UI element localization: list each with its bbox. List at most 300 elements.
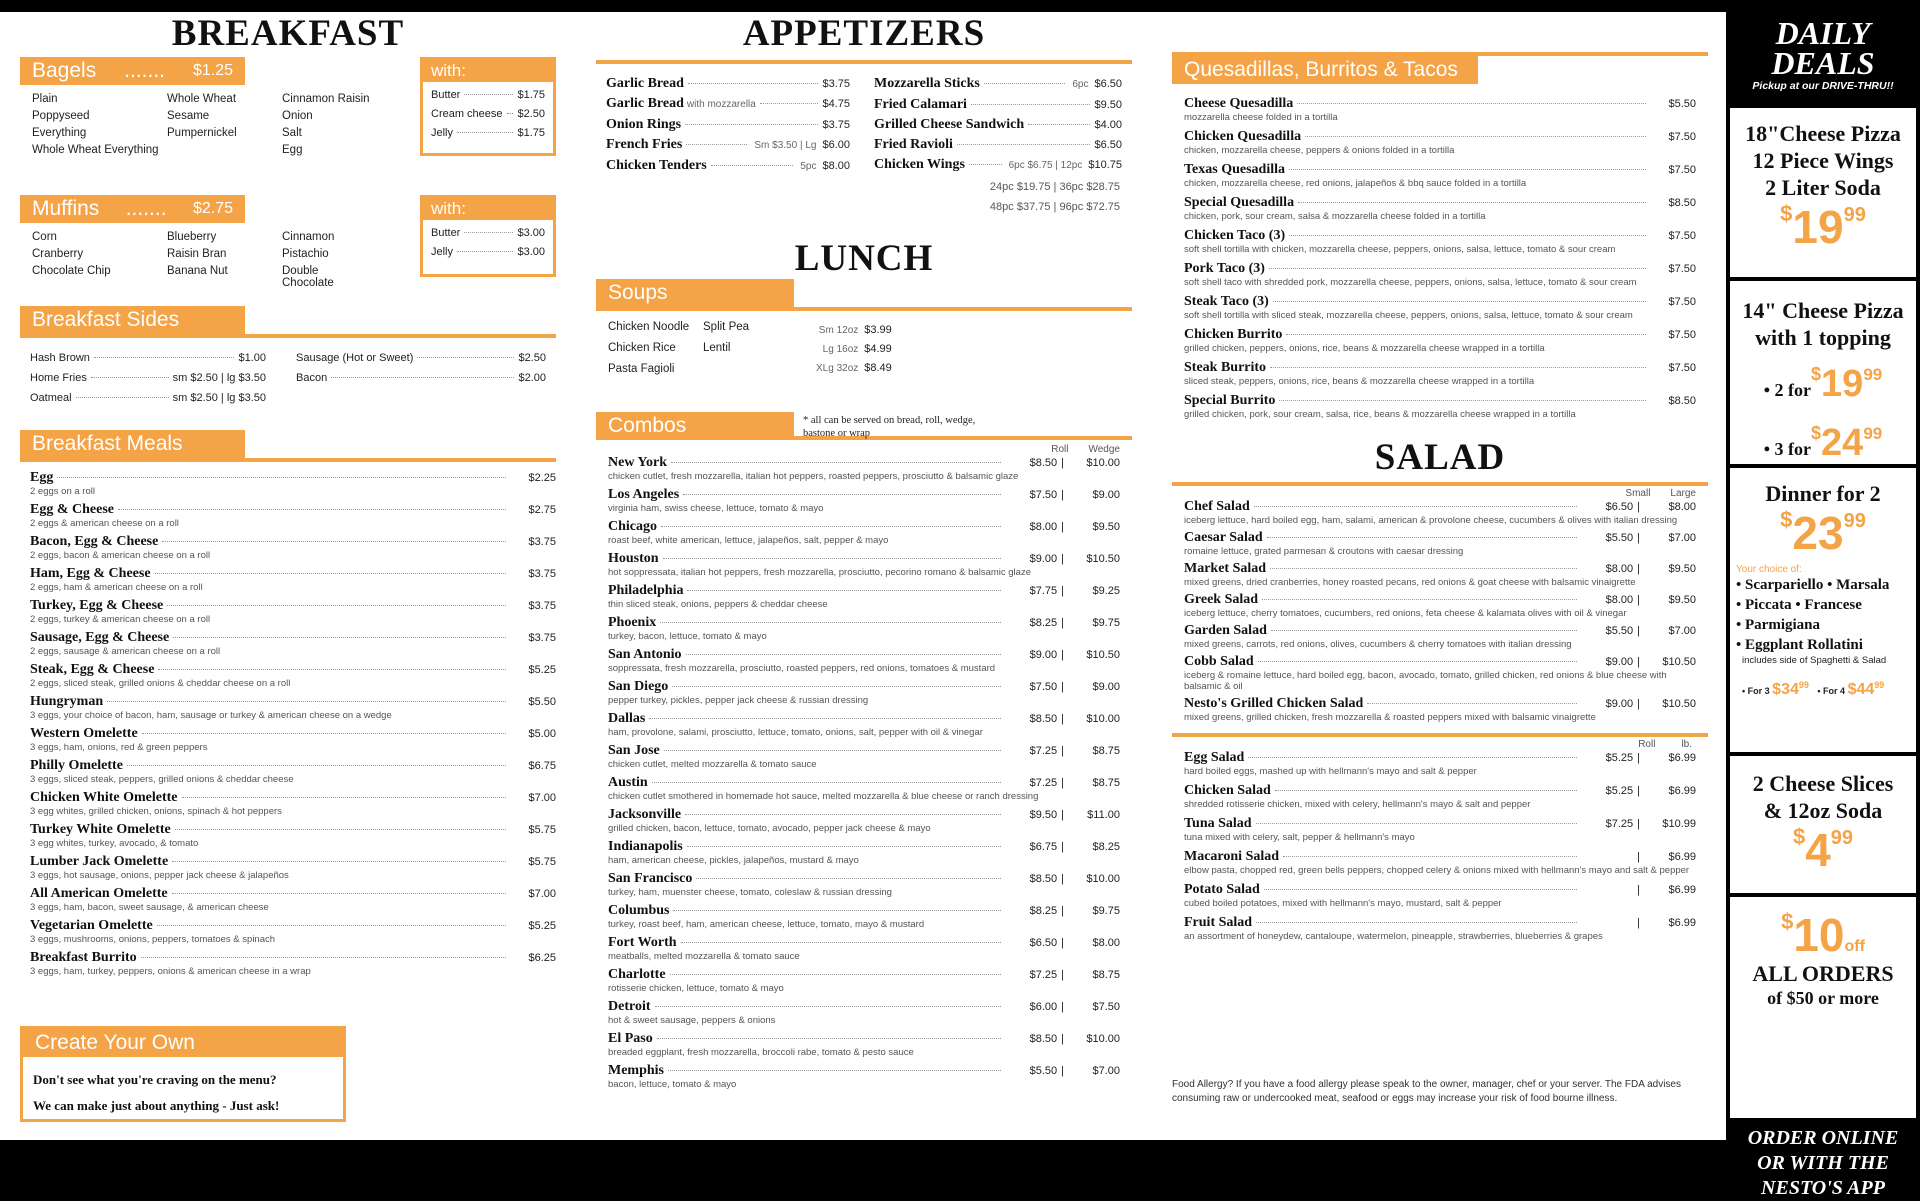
menu-item-price-lb: $6.99 (1668, 752, 1696, 764)
salad-list (1172, 499, 1708, 723)
appetizer-name: Chicken Tenders (606, 158, 707, 173)
dots-leader (664, 750, 1001, 751)
dots-leader (663, 558, 1002, 559)
menu-item-price-small: $8.00 (1605, 563, 1634, 575)
menu-item-desc: chicken, mozzarella cheese, red onions, jalapeños & bbq sauce folded in a tortilla (1184, 178, 1527, 189)
menu-item-price-price: $5.00 (528, 728, 556, 740)
menu-item (30, 502, 556, 529)
menu-item (608, 775, 1120, 802)
menu-item (1184, 592, 1696, 619)
menu-item-desc: chicken cutlet smothered in homemade hot sauce, melted mozzarella & blue cheese or ranch dressing (608, 791, 1039, 802)
menu-item-name: Cheese Quesadilla (1184, 96, 1294, 111)
menu-item-price-price: $7.50 (1668, 131, 1696, 143)
dots-leader (984, 83, 1065, 84)
menu-item-desc: chicken, mozzarella cheese, peppers & onions folded in a tortilla (1184, 145, 1455, 156)
menu-item-row (1184, 882, 1696, 898)
menu-item (1184, 228, 1696, 255)
soup-item: Split Pea (703, 321, 750, 333)
menu-item-desc: roast beef, white american, lettuce, jalapeños, salt, pepper & mayo (608, 535, 889, 546)
menu-item-row (30, 758, 556, 774)
price-separator: | (1061, 521, 1064, 533)
side-item-name: Oatmeal (30, 392, 72, 404)
menu-item-name: Hungryman (30, 694, 104, 709)
price-separator: | (1637, 563, 1640, 575)
menu-item-row (1184, 849, 1696, 865)
menu-item-price-wedge: $8.75 (1092, 969, 1120, 981)
dots-leader (158, 669, 506, 670)
side-item-price: $2.50 (518, 352, 546, 364)
menu-item-row (608, 487, 1120, 503)
menu-item-name: Los Angeles (608, 487, 680, 502)
menu-item-price-large: $10.50 (1662, 656, 1696, 668)
muffins-list (32, 231, 372, 289)
menu-item-row (1184, 816, 1696, 832)
menu-item-price-large: $9.50 (1668, 594, 1696, 606)
dots-leader (1289, 235, 1646, 236)
menu-item-desc: 2 eggs, sausage & american cheese on a roll (30, 646, 221, 657)
menu-item-row (1184, 592, 1696, 608)
menu-item-price-roll: $6.50 (1029, 937, 1058, 949)
menu-item (608, 743, 1120, 770)
menu-item-row (30, 950, 556, 966)
dots-leader (971, 104, 1091, 105)
menu-item-row (608, 455, 1120, 471)
bagel-item: Salt (282, 127, 302, 139)
menu-item-name: Special Quesadilla (1184, 195, 1295, 210)
menu-item-price-roll: $7.75 (1029, 585, 1058, 597)
menu-item-row (30, 662, 556, 678)
menu-item-desc: breaded eggplant, fresh mozzarella, broccoli rabe, tomato & pesto sauce (608, 1047, 914, 1058)
bagels-with-box: with: Butter $1.75 Cream cheese $2.50 Jelly $1.75 (420, 57, 556, 156)
menu-item-price-wedge: $10.00 (1086, 873, 1120, 885)
menu-item-price-roll: $5.25 (1605, 785, 1634, 797)
menu-item-row (30, 854, 556, 870)
menu-item-price-wedge: $9.25 (1092, 585, 1120, 597)
menu-item-desc: soppressata, fresh mozzarella, prosciutto, roasted peppers, red onions, tomatoes & mustard (608, 663, 996, 674)
menu-item-price-wedge: $10.50 (1086, 553, 1120, 565)
with-item-name: Butter (431, 227, 461, 239)
menu-item-row (30, 918, 556, 934)
menu-item-desc: hard boiled eggs, mashed up with hellmann's mayo and salt & pepper (1184, 766, 1477, 777)
menu-item (30, 598, 556, 625)
menu-item-name: Sausage, Egg & Cheese (30, 630, 170, 645)
with-item-row (431, 105, 545, 124)
menu-item-row (1184, 228, 1696, 244)
price-separator: | (1637, 625, 1640, 637)
menu-item-price-price: $3.75 (528, 568, 556, 580)
appetizer-name: Onion Rings (606, 117, 682, 132)
soup-size: XLg 32oz (816, 363, 859, 374)
appetizer-price: $6.50 (1094, 78, 1122, 90)
dots-leader (687, 846, 1001, 847)
dots-leader (1267, 537, 1577, 538)
price-separator: | (1061, 553, 1064, 565)
menu-item-desc: chicken cutlet, melted mozzarella & tomato sauce (608, 759, 817, 770)
menu-item-row (1184, 96, 1696, 112)
menu-item (608, 967, 1120, 994)
dots-leader (94, 357, 235, 358)
soup-item: Chicken Rice (608, 342, 676, 354)
menu-item-row (1184, 750, 1696, 766)
menu-item (608, 711, 1120, 738)
menu-item-desc: meatballs, melted mozzarella & tomato sauce (608, 951, 800, 962)
menu-item (608, 839, 1120, 866)
menu-item-price-lb: $6.99 (1668, 785, 1696, 797)
menu-item-desc: grilled chicken, peppers, onions, rice, beans & mozzarella cheese wrapped in a tortilla (1184, 343, 1545, 354)
muffins-with-box: with: Butter $3.00 Jelly $3.00 (420, 195, 556, 277)
menu-item-desc: soft shell taco with shredded pork, mozzarella cheese, peppers, onions, salsa, lettuce, tomato & sour cream (1184, 277, 1637, 288)
menu-item-desc: 3 eggs, sliced steak, peppers, grilled onions & cheddar cheese (30, 774, 294, 785)
dots-leader (175, 829, 506, 830)
menu-item-row (30, 886, 556, 902)
dots-leader (683, 494, 1001, 495)
bagel-item: Egg (282, 144, 303, 156)
menu-item-desc: thin sliced steak, onions, peppers & cheddar cheese (608, 599, 828, 610)
menu-item-price-price: $7.50 (1668, 164, 1696, 176)
menu-item-desc: chicken cutlet, fresh mozzarella, italian hot peppers, roasted peppers, prosciutto & balsamic glaze (608, 471, 1019, 482)
menu-item-row (1184, 162, 1696, 178)
dots-leader (1367, 703, 1577, 704)
quesadilla-salad-column: Quesadillas, Burritos & Tacos Cheese Quesadilla $5.50 mozzarella cheese folded in a tortilla Chicken Quesadilla $7.50 chicken, mozzarella cheese, peppers & onions folded in a tortilla Texas Quesadilla $7.50 chicken, mozzarella cheese, red onions, jalapeños & bbq sauce folded in a tortilla Special Quesadilla $8.50 chicken, pork, sour cream, salsa & mozzarella cheese folded in a tortilla Chicken Taco (3) $7.50 soft shell tortilla with chicken, mozzarella cheese, peppers, onions, salsa, lettuce, tomato & sour cream Pork Taco (3) $7.50 soft shell taco with shredded pork, mozzarella cheese, peppers, onions, salsa, lettuce, tomato & sour cream Steak Taco (3) $7.50 soft shell tortilla with sliced steak, mozzarella cheese, peppers, onions, salsa, lettuce, tomato & sour cream Chicken Burrito $7.50 grilled chicken, peppers, onions, rice, beans & mozzarella cheese wrapped in a tortilla Steak Burrito $7.50 sliced steak, peppers, onions, rice, beans & mozzarella cheese wrapped in a tortilla Special Burrito $8.50 grilled chicken, pork, sour cream, salsa, rice, beans & mozzarella cheese wrapped in a tortilla SALAD Small Large Chef Salad $6.50 | $8.00 iceberg lettuce, hard boiled egg, ham, salami, american & provolone cheese, cucumbers & olives with italian dressing Caesar Salad $5.50 | $7.00 romaine lettuce, grated parmesan & croutons with caesar dressing Market Salad $8.00 | $9.50 mixed greens, dried cranberries, honey roasted pecans, red onions & goat cheese with balsamic vinaigrette Greek Salad $8.00 | $9.50 iceberg lettuce, cherry tomatoes, cucumbers, red onions, feta cheese & kalamata olives with oil & vinegar Garden Salad $5.50 | $7.00 mixed greens, carrots, red onions, olives, cucumbers & cherry tomatoes with italian dressing Cobb Salad $9.00 | $10.50 iceberg & romaine lettuce, hard boiled egg, bacon, avocado, tomato, grilled chicken, red onions & blue cheese with balsamic & oil Nesto's Grilled Chicken Salad $9.00 | $10.50 mixed greens, grilled chicken, fresh mozzarella & roasted peppers mixed with balsamic vinaigrette Roll lb. Egg Salad $5.25 | $6.99 hard boiled eggs, mashed up with hellmann's mayo and salt & pepper Chicken Salad $5.25 | $6.99 shredded rotisserie chicken, mixed with celery, hellmann's mayo & salt and pepper Tuna Salad $7.25 | $10.99 tuna mixed with celery, salt, pepper & hellmann's mayo Macaroni Salad | $6.99 elbow pasta, chopped red, green bells peppers, chopped celery & onions mixed with hellmann's mayo and salt & pepper Potato Salad | $6.99 cubed boiled potatoes, mixed with hellmann's mayo, mustard, salt & pepper Fruit Salad | $6.99 an assortment of honeydew, cantaloupe, watermelon, pineapple, strawberries, blueberries & grapes Food Allergy? If you have a food allergy please speak to the owner, manager, chef or your server. The FDA advises consuming raw or undercooked meat, seafood or eggs may increase your risk of food bourne illness. (1172, 12, 1708, 1140)
menu-item-price-price: $5.50 (1668, 98, 1696, 110)
price-separator: | (1061, 745, 1064, 757)
with-item-price: $3.00 (517, 246, 545, 258)
menu-item-price-roll: $9.00 (1029, 553, 1058, 565)
muffin-item: Chocolate Chip (32, 265, 111, 277)
menu-item-name: Caesar Salad (1184, 530, 1263, 545)
menu-item-price-lb: $10.99 (1662, 818, 1696, 830)
menu-item-desc: romaine lettuce, grated parmesan & croutons with caesar dressing (1184, 546, 1464, 557)
menu-item-price-small: $8.00 (1605, 594, 1634, 606)
menu-item-price-roll: $9.00 (1029, 649, 1058, 661)
appetizer-name: Chicken Wings (874, 157, 965, 172)
menu-item-price-price: $7.50 (1668, 263, 1696, 275)
menu-item-desc: pepper turkey, pickles, pepper jack cheese & russian dressing (608, 695, 869, 706)
price-separator: | (1637, 594, 1640, 606)
menu-item (30, 662, 556, 689)
menu-item-desc: mixed greens, grilled chicken, fresh mozzarella & roasted peppers mixed with balsamic vinaigrette (1184, 712, 1596, 723)
menu-item-name: El Paso (608, 1031, 653, 1046)
combos-header: Combos * all can be served on bread, roll, wedge, bastone or wrap (596, 410, 1132, 440)
dots-leader (172, 861, 506, 862)
muffin-item: Blueberry (167, 231, 217, 243)
dots-leader (1256, 922, 1577, 923)
menu-item-name: Pork Taco (3) (1184, 261, 1265, 276)
side-item-row (30, 368, 266, 388)
breakfast-sides-header: Breakfast Sides (20, 308, 556, 338)
dots-leader (1289, 169, 1646, 170)
menu-item-price-price: $5.25 (528, 664, 556, 676)
menu-item-price-roll: $7.50 (1029, 489, 1058, 501)
muffin-item: Raisin Bran (167, 248, 227, 260)
menu-item (1184, 96, 1696, 123)
price-separator: | (1061, 617, 1064, 629)
menu-item (1184, 261, 1696, 288)
soup-item (703, 363, 798, 378)
price-separator: | (1061, 905, 1064, 917)
dots-leader (1248, 757, 1577, 758)
deal4-price: $499 (1792, 824, 1854, 876)
menu-item (608, 679, 1120, 706)
dots-leader (760, 103, 819, 104)
menu-item-row (608, 551, 1120, 567)
menu-item-name: Memphis (608, 1063, 664, 1078)
menu-item-desc: sliced steak, peppers, onions, rice, beans & mozzarella cheese wrapped in a tortilla (1184, 376, 1535, 387)
soup-price: $3.99 (864, 324, 892, 336)
menu-item-desc: mixed greens, carrots, red onions, olives, cucumbers & cherry tomatoes with italian dressing (1184, 639, 1572, 650)
menu-item-row (608, 583, 1120, 599)
menu-item-price-price: $6.75 (528, 760, 556, 772)
dots-leader (685, 124, 818, 125)
dots-leader (157, 925, 506, 926)
menu-item (608, 871, 1120, 898)
price-separator: | (1637, 884, 1640, 896)
menu-item-price-price: $8.50 (1668, 197, 1696, 209)
menu-item (1184, 696, 1696, 723)
menu-item-price-wedge: $8.25 (1092, 841, 1120, 853)
menu-item (608, 615, 1120, 642)
menu-item-desc: soft shell tortilla with sliced steak, mozzarella cheese, peppers, onions, salsa, lettuce, tomato & sour cream (1184, 310, 1633, 321)
dots-leader (57, 477, 506, 478)
menu-item (30, 854, 556, 881)
menu-item-price-large: $10.50 (1662, 698, 1696, 710)
salad-by-lb-list (1172, 750, 1708, 942)
menu-item-desc: chicken, pork, sour cream, salsa & mozzarella cheese folded in a tortilla (1184, 211, 1486, 222)
dots-leader (1297, 103, 1646, 104)
side-item-name: Home Fries (30, 372, 87, 384)
price-separator: | (1637, 532, 1640, 544)
menu-item-name: Chicago (608, 519, 657, 534)
menu-item (1184, 849, 1696, 876)
dots-leader (1275, 790, 1577, 791)
dots-leader (1256, 823, 1578, 824)
menu-item-price-roll: $8.50 (1029, 713, 1058, 725)
menu-item-desc: 2 eggs & american cheese on a roll (30, 518, 179, 529)
soup-price-row (816, 340, 892, 359)
menu-item-name: Steak Burrito (1184, 360, 1267, 375)
menu-item-price-wedge: $10.00 (1086, 713, 1120, 725)
combos-list (596, 455, 1132, 1090)
menu-item-price-price: $7.00 (528, 792, 556, 804)
appetizer-row (606, 115, 850, 135)
price-separator: | (1637, 752, 1640, 764)
menu-item-row (608, 647, 1120, 663)
bagel-item: Whole Wheat Everything (32, 144, 159, 156)
menu-item-desc: soft shell tortilla with chicken, mozzarella cheese, peppers, onions, salsa, lettuce, tomato & sour cream (1184, 244, 1616, 255)
soup-item: Chicken Noodle (608, 321, 690, 333)
appetizers-list (596, 64, 1132, 177)
price-separator: | (1637, 656, 1640, 668)
menu-item-price-wedge: $10.50 (1086, 649, 1120, 661)
muffin-item: Corn (32, 231, 57, 243)
menu-item-desc: tuna mixed with celery, salt, pepper & hellmann's mayo (1184, 832, 1415, 843)
menu-item-name: Detroit (608, 999, 651, 1014)
dots-leader (681, 942, 1002, 943)
dots-leader (1279, 400, 1646, 401)
menu-item-row (1184, 561, 1696, 577)
dots-leader (1286, 334, 1646, 335)
menu-item-desc: virginia ham, swiss cheese, lettuce, tomato & mayo (608, 503, 824, 514)
menu-item-row (608, 615, 1120, 631)
dots-leader (464, 232, 513, 233)
dots-leader (464, 94, 513, 95)
menu-item (30, 470, 556, 497)
muffin-item: Double Chocolate (282, 265, 334, 289)
menu-item (1184, 393, 1696, 420)
menu-item-name: Chicken Salad (1184, 783, 1271, 798)
menu-item-desc: 3 eggs, hot sausage, onions, pepper jack cheese & jalapeños (30, 870, 289, 881)
menu-item-name: Vegetarian Omelette (30, 918, 153, 933)
qbt-list (1172, 96, 1708, 420)
menu-item-name: Tuna Salad (1184, 816, 1252, 831)
deal3-price: $2399 (1780, 507, 1866, 559)
menu-item (608, 935, 1120, 962)
soup-price-row (816, 359, 892, 378)
menu-item-row (30, 790, 556, 806)
breakfast-sides-list (20, 348, 556, 408)
dots-leader (687, 590, 1001, 591)
menu-item-name: Chicken Burrito (1184, 327, 1283, 342)
with-item-row (431, 124, 545, 143)
menu-item-price-lb: $6.99 (1668, 917, 1696, 929)
menu-item-name: Philadelphia (608, 583, 684, 598)
wings-extra-1: 24pc $19.75 | 36pc $28.75 (989, 181, 1120, 193)
dots-leader (686, 144, 747, 145)
menu-item-price-wedge: $7.50 (1092, 1001, 1120, 1013)
menu-item-name: Fort Worth (608, 935, 677, 950)
appetizer-price: $3.75 (822, 78, 850, 90)
appetizer-price: $8.00 (822, 160, 850, 172)
menu-item-name: Columbus (608, 903, 670, 918)
with-item-row (431, 243, 545, 262)
menu-item-price-wedge: $11.00 (1087, 809, 1120, 821)
menu-item-name: Chicken Taco (3) (1184, 228, 1286, 243)
with-item-name: Cream cheese (431, 108, 503, 120)
menu-item-price-roll: $7.50 (1029, 681, 1058, 693)
dots-leader (76, 397, 169, 398)
menu-item-row (30, 630, 556, 646)
price-separator: | (1061, 649, 1064, 661)
menu-item-price-price: $3.75 (528, 536, 556, 548)
menu-item-price-price: $7.50 (1668, 296, 1696, 308)
menu-item-price-price: $2.25 (528, 472, 556, 484)
menu-item-price-price: $7.50 (1668, 329, 1696, 341)
menu-item-name: Nesto's Grilled Chicken Salad (1184, 696, 1364, 711)
breakfast-column (20, 12, 556, 1140)
menu-item-price-wedge: $9.50 (1092, 521, 1120, 533)
with-item-row (431, 224, 545, 243)
bagel-item: Onion (282, 110, 313, 122)
appetizer-name: Fried Ravioli (874, 137, 953, 152)
dots-leader (685, 814, 1001, 815)
menu-item-name: Market Salad (1184, 561, 1267, 576)
menu-item-name: Turkey, Egg & Cheese (30, 598, 164, 613)
menu-item (608, 807, 1120, 834)
dots-leader (711, 165, 794, 166)
appetizer-name: Grilled Cheese Sandwich (874, 117, 1025, 132)
with-item-price: $1.75 (517, 127, 545, 139)
menu-item-price-large: $8.00 (1668, 501, 1696, 513)
dots-leader (668, 1070, 1001, 1071)
appetizer-price: $6.50 (1094, 139, 1122, 151)
menu-item (608, 551, 1120, 578)
menu-item-price-roll: $5.25 (1605, 752, 1634, 764)
dots-leader (1028, 124, 1090, 125)
menu-item-price-roll: $8.25 (1029, 617, 1058, 629)
menu-item-name: Fruit Salad (1184, 915, 1253, 930)
dots-leader (957, 144, 1091, 145)
appetizer-note: 5pc (800, 161, 817, 172)
menu-item-name: Texas Quesadilla (1184, 162, 1286, 177)
menu-item-price-price: $5.75 (528, 856, 556, 868)
menu-item-price-wedge: $9.00 (1092, 489, 1120, 501)
price-separator: | (1061, 937, 1064, 949)
menu-item (30, 758, 556, 785)
menu-item (30, 822, 556, 849)
dots-leader (1283, 856, 1577, 857)
menu-item-row (1184, 696, 1696, 712)
dots-leader (167, 605, 506, 606)
side-item-sizes: sm $2.50 | lg $3.50 (172, 372, 266, 384)
menu-item (608, 1031, 1120, 1058)
soups-list (596, 311, 1132, 378)
muffin-item: Cinnamon (282, 231, 335, 243)
appetizer-price: $4.00 (1094, 119, 1122, 131)
appetizer-row (606, 94, 850, 115)
menu-item (30, 726, 556, 753)
appetizer-note: 6pc (1072, 79, 1089, 90)
menu-item-desc: ham, provolone, salami, prosciutto, lettuce, tomato, onions, salt, pepper with oil & vinegar (608, 727, 983, 738)
deal-cheese-slices: 2 Cheese Slices & 12oz Soda $499 (1730, 756, 1916, 897)
dots-leader (172, 893, 506, 894)
appetizer-row (874, 95, 1122, 115)
menu-item (1184, 195, 1696, 222)
dots-leader (672, 686, 1001, 687)
dots-leader (1262, 599, 1577, 600)
menu-item-price-roll: $5.50 (1029, 1065, 1058, 1077)
appetizer-name: Garlic Bread (606, 96, 684, 111)
menu-item-name: Cobb Salad (1184, 654, 1254, 669)
menu-item-name: Jacksonville (608, 807, 682, 822)
dots-leader (696, 878, 1001, 879)
menu-item-desc: 3 eggs, mushrooms, onions, peppers, tomatoes & spinach (30, 934, 276, 945)
bagel-item: Everything (32, 127, 87, 139)
menu-item-name: Austin (608, 775, 648, 790)
dots-leader (1305, 136, 1646, 137)
menu-item-row (1184, 783, 1696, 799)
menu-item-row (1184, 261, 1696, 277)
menu-item (608, 487, 1120, 514)
menu-page (0, 12, 1920, 1199)
dots-leader (1270, 367, 1646, 368)
menu-item-name: San Jose (608, 743, 660, 758)
dots-leader (1298, 202, 1646, 203)
menu-item-price-roll: $9.50 (1029, 809, 1058, 821)
dots-leader (661, 526, 1001, 527)
soup-price: $4.99 (864, 343, 892, 355)
menu-item-price-price: $7.00 (528, 888, 556, 900)
menu-item-desc: iceberg lettuce, cherry tomatoes, cucumbers, red onions, feta cheese & kalamata olives with oil & vinegar (1184, 608, 1627, 619)
menu-item-desc: 3 egg whites, grilled chicken, onions, spinach & hot peppers (30, 806, 282, 817)
menu-item-name: Chicken White Omelette (30, 790, 178, 805)
menu-item-price-large: $7.00 (1668, 532, 1696, 544)
dots-leader (118, 509, 506, 510)
dots-leader (1273, 301, 1646, 302)
with-item-price: $3.00 (517, 227, 545, 239)
menu-item-price-roll: $8.50 (1029, 1033, 1058, 1045)
menu-item-price-wedge: $8.75 (1092, 777, 1120, 789)
menu-item-row (608, 1063, 1120, 1079)
